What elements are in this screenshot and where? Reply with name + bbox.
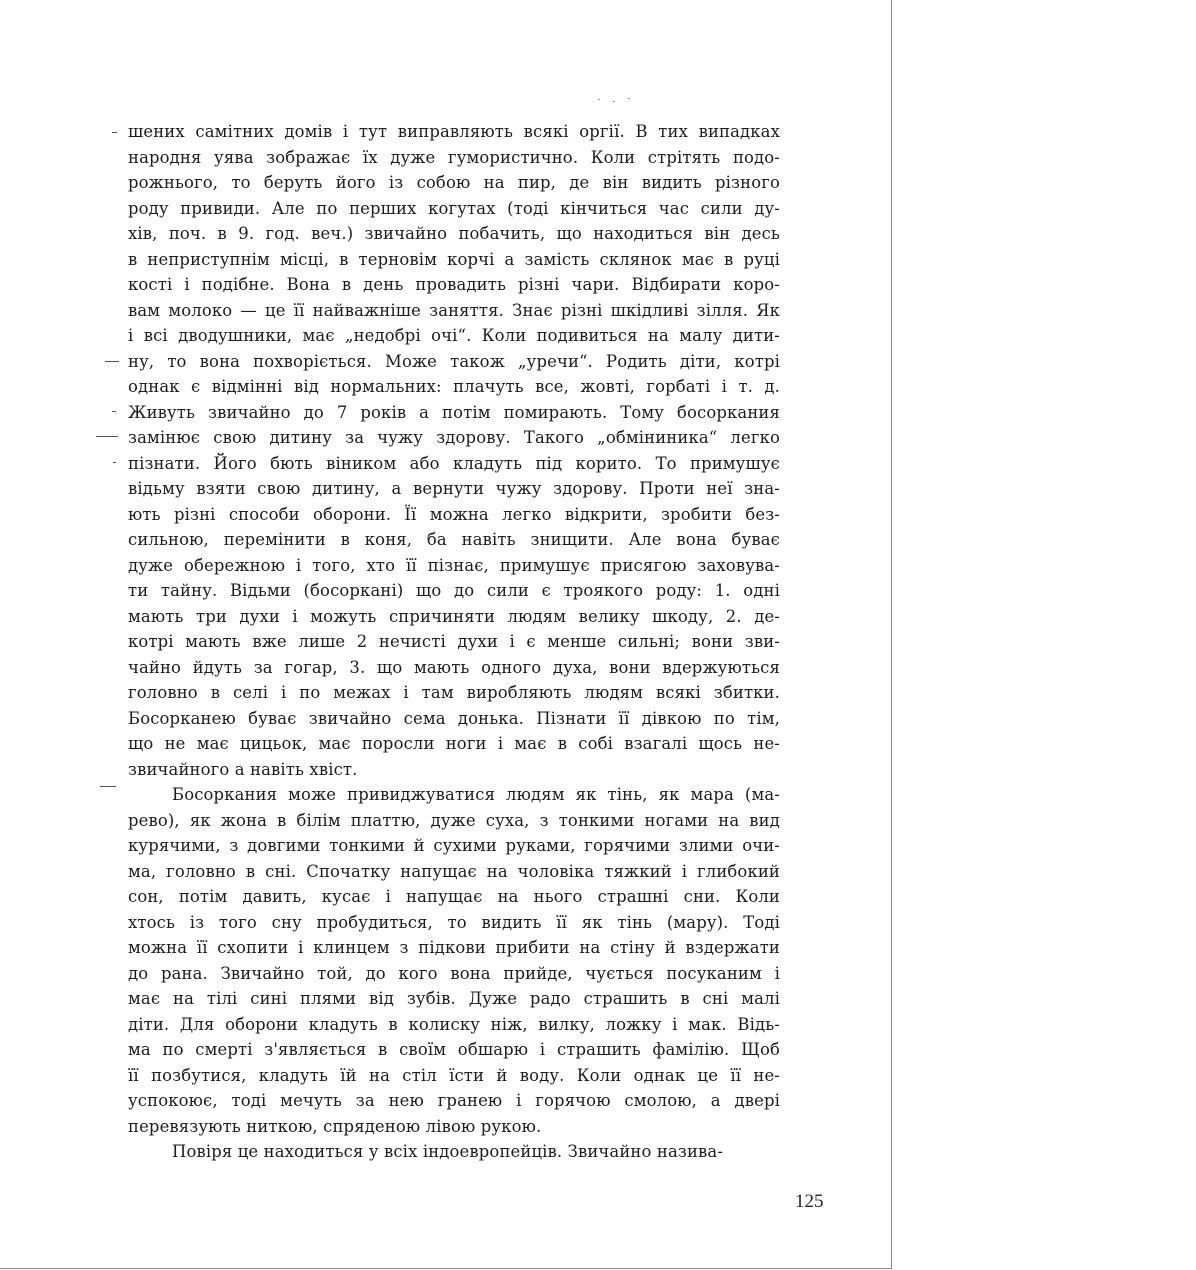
margin-mark <box>96 436 118 437</box>
text-line: Повіря це находиться у всіх індоевропейців. Звичайно назива- <box>172 1142 724 1161</box>
page-number: 125 <box>795 1191 824 1212</box>
margin-mark <box>112 132 117 133</box>
text-line: курячими, з довгими тонкими й сухими руками, горячими злими очи- <box>128 836 780 855</box>
text-line: народня уява зображає їх дуже гумористично. Коли стрітять подо- <box>128 147 780 167</box>
text-line: можна її схопити і клинцем з підкови прибити на стіну й вздержати <box>128 938 780 957</box>
text-line: хів, поч. в 9. год. веч.) звичайно побачить, що находиться він десь <box>128 224 780 243</box>
text-line: перевязують ниткою, спряденою лівою рукою. <box>128 1116 542 1136</box>
scan-speck <box>628 98 630 99</box>
margin-mark <box>100 786 116 787</box>
margin-mark <box>113 462 116 463</box>
scan-speck <box>613 101 615 102</box>
text-line: замінює свою дитину за чужу здорову. Такого „обміниника“ легко <box>128 428 780 447</box>
text-line: що не має цицьок, має поросли ноги і має в собі взагалі щось не- <box>128 734 780 753</box>
text-line: звичайного а навіть хвіст. <box>128 759 358 779</box>
text-line: дуже обережною і того, хто її пізнає, примушує присягою заховува- <box>128 555 780 575</box>
text-line: вам молоко — це її найважніше заняття. Знає різні шкідливі зілля. Як <box>128 300 780 320</box>
text-line: Босорканею буває звичайно сема донька. Пізнати її дівкою по тім, <box>128 708 780 728</box>
text-line: рево), як жона в білім платтю, дуже суха, з тонкими ногами на вид <box>128 810 780 830</box>
text-line: і всі дводушники, має „недобрі очі“. Коли подивиться на малу дити- <box>128 326 780 345</box>
scan-speck <box>598 99 600 100</box>
text-line: кості і подібне. Вона в день провадить різні чари. Відбирати коро- <box>128 275 780 294</box>
margin-mark <box>112 411 116 412</box>
page-body-text <box>128 119 780 1165</box>
text-line: шених самітних домів і тут виправляють всякі оргії. В тих випадках <box>128 122 780 141</box>
text-line: в неприступнім місці, в терновім корчі а замість склянок має в руці <box>128 249 780 269</box>
text-line: сильною, перемінити в коня, ба навіть знищити. Але вона буває <box>128 530 780 549</box>
text-line: котрі мають вже лише 2 нечисті духи і є менше сильні; вони зви- <box>128 632 780 651</box>
text-line: однак є відмінні від нормальних: плачуть все, жовті, горбаті і т. д. <box>128 377 780 396</box>
text-line: мають три духи і можуть спричиняти людям велику шкоду, 2. де- <box>128 606 780 626</box>
text-line: сон, потім давить, кусає і напущає на нього страшні сни. Коли <box>128 887 780 906</box>
text-line: її позбутися, кладуть їй на стіл їсти й воду. Коли однак це її не- <box>128 1065 780 1085</box>
text-line: діти. Для оборони кладуть в колиску ніж, вилку, ложку і мак. Відь- <box>128 1014 780 1034</box>
text-line: хтось із того сну пробудиться, то видить її як тінь (мару). Тоді <box>128 912 780 932</box>
text-line: чайно йдуть за гогар, 3. що мають одного духа, вони вдержуються <box>128 657 780 677</box>
text-line: ма, головно в сні. Спочатку напущає на чоловіка тяжкий і глибокий <box>128 861 780 881</box>
text-line: ють різні способи оборони. Її можна легко відкрити, зробити без- <box>128 504 780 524</box>
text-line: ти тайну. Відьми (босоркані) що до сили є троякого роду: 1. одні <box>128 581 780 600</box>
text-line: пізнати. Його бють віником або кладуть під корито. То примушує <box>128 453 780 473</box>
text-line: має на тілі сині плями від зубів. Дуже радо страшить в сні малі <box>128 989 780 1008</box>
text-line: Живуть звичайно до 7 років а потім помирають. Тому босоркания <box>128 402 780 422</box>
text-line: ма по смерті з'являється в своїм обшарю і страшить фамілію. Щоб <box>128 1040 780 1059</box>
text-line: відьму взяти свою дитину, а вернути чужу здорову. Проти неї зна- <box>128 479 780 498</box>
text-line: успокоює, тоді мечуть за нею гранею і горячою смолою, а двері <box>128 1091 780 1110</box>
text-line: Босоркания може привиджуватися людям як тінь, як мара (ма- <box>172 785 780 804</box>
margin-mark <box>105 361 119 362</box>
text-line: ну, то вона похворіється. Може також „уречи“. Родить діти, котрі <box>128 351 780 371</box>
text-line: роду привиди. Але по перших когутах (тоді кінчиться час сили ду- <box>128 198 780 218</box>
text-line: головно в селі і по межах і там виробляють людям всякі збитки. <box>128 683 780 702</box>
text-line: рожнього, то беруть його із собою на пир, де він видить різного <box>128 173 780 192</box>
text-line: до рана. Звичайно той, до кого вона прийде, чується посуканим і <box>128 963 780 983</box>
